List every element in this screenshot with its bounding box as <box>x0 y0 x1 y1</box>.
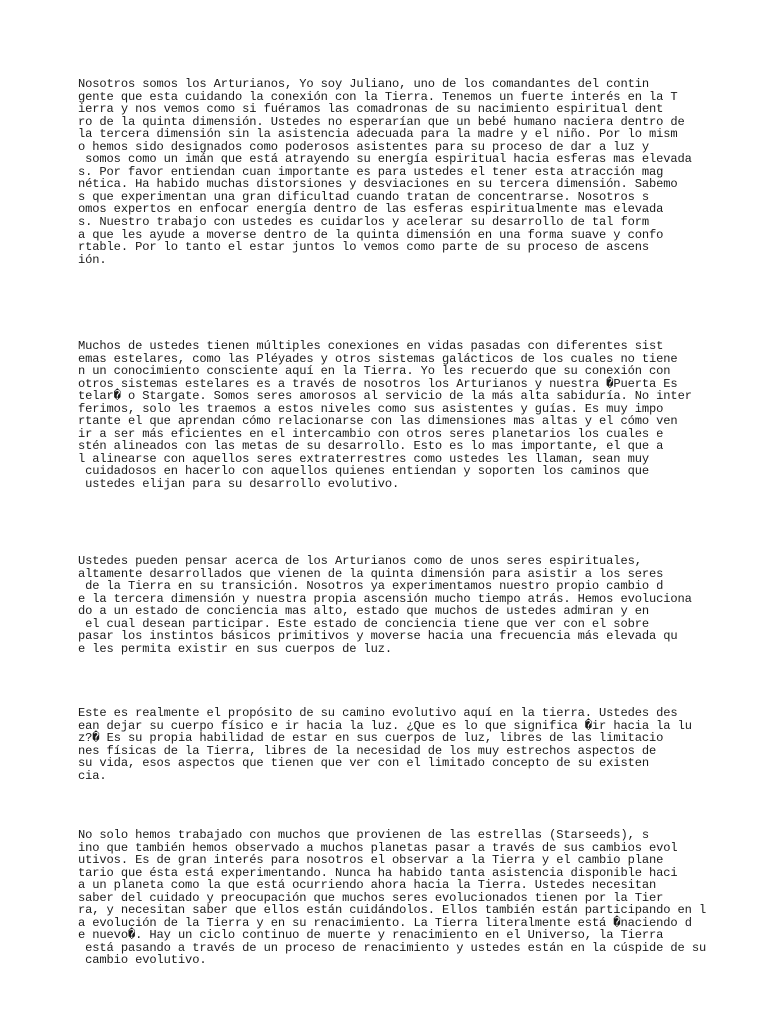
text-line: s que experimentan una gran dificultad cuando tratan de concentrarse. Nosotros s <box>78 189 649 204</box>
text-line: stén alineados con las metas de su desarrollo. Esto es lo mas importante, el que a <box>78 439 664 454</box>
text-line: cia. <box>78 768 107 783</box>
text-line: la tercera dimensión sin la asistencia adecuada para la madre y el niño. Por lo mism <box>78 127 678 142</box>
paragraph-planetary-change <box>78 829 706 967</box>
text-line: ra, y necesitan saber que ellos están cuidándolos. Ellos también están participando en l <box>78 903 707 918</box>
text-line: nética. Ha habido muchas distorsiones y desviaciones en su tercera dimensión. Sabemo <box>78 177 678 192</box>
text-line: ierra y nos vemos como si fuéramos las comadronas de su nacimiento espiritual dent <box>78 102 664 117</box>
text-line: s. Por favor entiendan cuan importante es para ustedes el tener esta atracción mag <box>78 164 664 179</box>
text-line: cambio evolutivo. <box>78 953 207 968</box>
text-line: a que les ayude a moverse dentro de la quinta dimensión en una forma suave y confo <box>78 227 664 242</box>
text-line: tario que ésta está experimentando. Nunca ha habido tanta asistencia disponible haci <box>78 865 678 880</box>
text-line: saber del cuidado y preocupación que muchos seres evolucionados tienen por la Tier <box>78 890 664 905</box>
text-line: s. Nuestro trabajo con ustedes es cuidarlos y acelerar su desarrollo de tal form <box>78 215 649 230</box>
text-line: está pasando a través de un proceso de renacimiento y ustedes están en la cúspide de su <box>78 940 707 955</box>
text-line: rtable. Por lo tanto el estar juntos lo vemos como parte de su proceso de ascens <box>78 240 649 255</box>
text-line: l alinearse con aquellos seres extraterrestres como ustedes les llaman, sean muy <box>78 451 649 466</box>
paragraph-spiritual-beings <box>78 555 692 655</box>
text-line: ino que también hemos observado a muchos planetas pasar a través de sus cambios evol <box>78 840 678 855</box>
text-line: No solo hemos trabajado con muchos que provienen de las estrellas (Starseeds), s <box>78 828 649 842</box>
text-line: a un planeta como la que está ocurriendo ahora hacia la Tierra. Ustedes necesitan <box>78 878 657 893</box>
text-line: de la Tierra en su transición. Nosotros ya experimentamos nuestro propio cambio d <box>78 579 664 594</box>
text-line: el cual desean participar. Este estado de conciencia tiene que ver con el sobre <box>78 616 649 631</box>
text-line: Este es realmente el propósito de su camino evolutivo aquí en la tierra. Ustedes des <box>78 706 678 720</box>
text-line: ean dejar su cuerpo físico e ir hacia la luz. ¿Que es lo que significa �ir hacia la lu <box>78 718 692 733</box>
text-line: gente que esta cuidando la conexión con la Tierra. Tenemos un fuerte interés en la T <box>78 89 678 104</box>
paragraph-arturianos-intro <box>78 78 692 266</box>
text-line: ión. <box>78 252 107 267</box>
text-line: e la tercera dimensión y nuestra propia ascensión mucho tiempo atrás. Hemos evoluciona <box>78 591 692 606</box>
text-line: ir a ser más eficientes en el intercambio con otros seres planetarios los cuales e <box>78 426 664 441</box>
text-line: somos como un imán que está atrayendo su energía espiritual hacia esferas mas elevada <box>78 152 692 167</box>
text-line: altamente desarrollados que vienen de la quinta dimensión para asistir a los seres <box>78 566 664 581</box>
text-line: utivos. Es de gran interés para nosotros el observar a la Tierra y el cambio plane <box>78 853 664 868</box>
text-line: Nosotros somos los Arturianos, Yo soy Juliano, uno de los comandantes del contin <box>78 77 649 91</box>
text-line: a evolución de la Tierra y en su renacimiento. La Tierra literalmente está �naciendo d <box>78 915 692 930</box>
text-line: o hemos sido designados como poderosos asistentes para su proceso de dar a luz y <box>78 139 649 154</box>
text-line: ferimos, solo les traemos a estos niveles como sus asistentes y guías. Es muy impo <box>78 401 664 416</box>
text-line: rtante el que aprendan cómo relacionarse con las dimensiones mas altas y el cómo ven <box>78 414 678 429</box>
text-line: Muchos de ustedes tienen múltiples conexiones en vidas pasadas con diferentes sist <box>78 339 664 353</box>
text-line: e les permita existir en sus cuerpos de luz. <box>78 641 393 656</box>
text-line: do a un estado de conciencia mas alto, estado que muchos de ustedes admiran y en <box>78 604 649 619</box>
text-line: ro de la quinta dimensión. Ustedes no esperarían que un bebé humano naciera dentro de <box>78 114 685 129</box>
text-line: su vida, esos aspectos que tienen que ver con el limitado concepto de su existen <box>78 756 649 771</box>
text-line: z?� Es su propia habilidad de estar en sus cuerpos de luz, libres de las limitacio <box>78 731 664 746</box>
text-line: omos expertos en enfocar energía dentro de las esferas espiritualmente mas elevada <box>78 202 664 217</box>
text-line: emas estelares, como las Pléyades y otros sistemas galácticos de los cuales no tiene <box>78 351 678 366</box>
paragraph-evolutionary-purpose <box>78 707 692 782</box>
text-line: ustedes elijan para su desarrollo evolutivo. <box>78 477 400 492</box>
text-line: otros sistemas estelares es a través de nosotros los Arturianos y nuestra �Puerta Es <box>78 376 678 391</box>
text-line: Ustedes pueden pensar acerca de los Arturianos como de unos seres espirituales, <box>78 554 642 568</box>
text-line: e nuevo�. Hay un ciclo continuo de muerte y renacimiento en el Universo, la Tierra <box>78 928 664 943</box>
text-line: telar� o Stargate. Somos seres amorosos al servicio de la más alta sabiduría. No inter <box>78 389 692 404</box>
text-line: n un conocimiento consciente aquí en la Tierra. Yo les recuerdo que su conexión con <box>78 364 671 379</box>
paragraph-star-systems <box>78 340 692 491</box>
text-line: cuidadosos en hacerlo con aquellos quienes entiendan y soporten los caminos que <box>78 464 649 479</box>
text-line: pasar los instintos básicos primitivos y moverse hacia una frecuencia más elevada qu <box>78 629 678 644</box>
text-line: nes físicas de la Tierra, libres de la necesidad de los muy estrechos aspectos de <box>78 743 657 758</box>
